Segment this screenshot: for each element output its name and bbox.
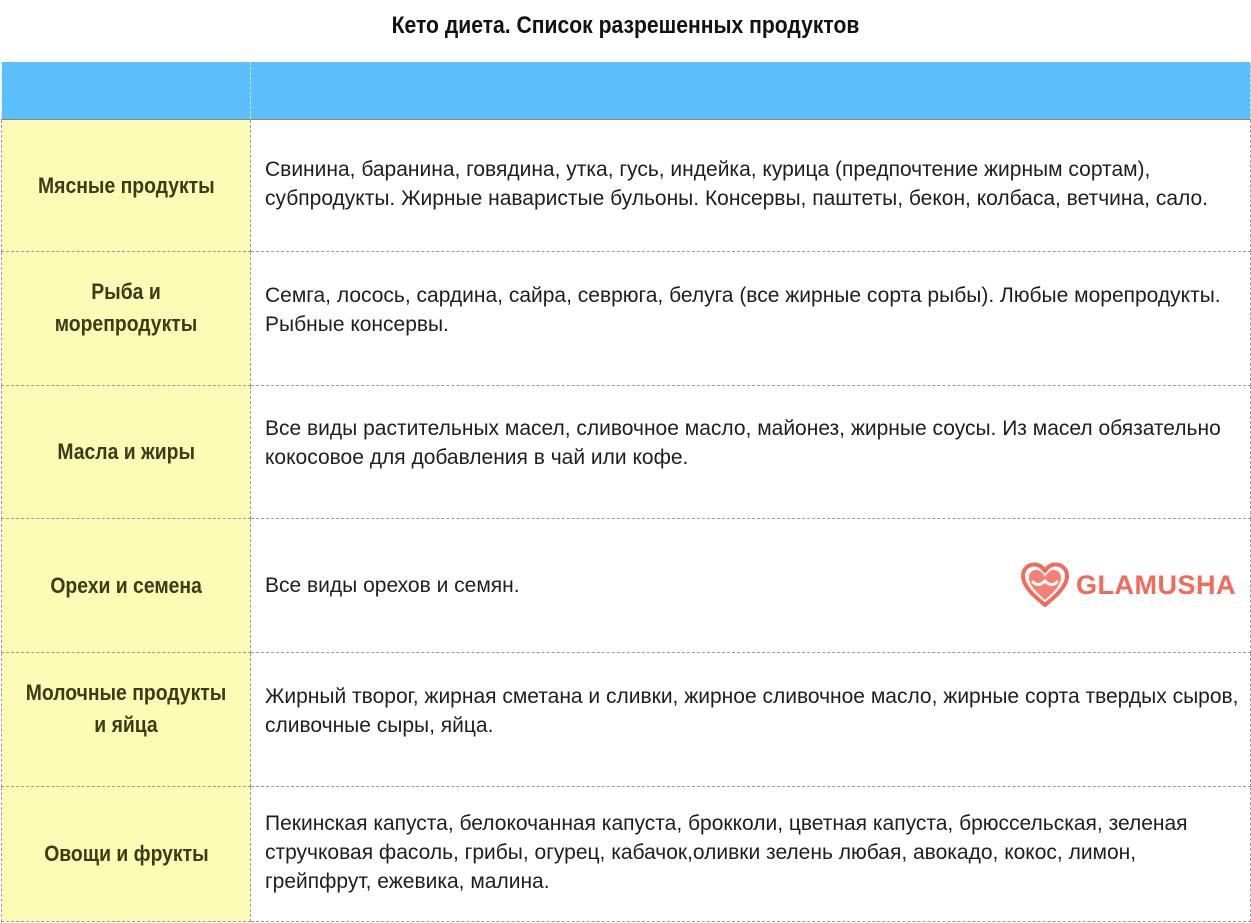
category-cell [2,386,251,519]
category-cell [2,787,251,922]
description-cell [251,653,1251,787]
table-row [2,653,1251,787]
table-row [2,787,1251,922]
category-label: Масла и жиры [57,439,195,464]
category-label: Молочные продукты и яйца [25,679,227,737]
glamusha-logo [1020,562,1236,608]
keto-products-table [1,62,1251,922]
description-text: Жирный творог, жирная сметана и сливки, жирное сливочное масло, жирные сорта твердых сыров, сливочные сыры, яйца. [265,684,1239,737]
category-cell [2,653,251,787]
category-label: Орехи и семена [50,572,202,598]
table-row [2,386,1251,519]
description-cell [251,386,1251,519]
page-title: Кето диета. Список разрешенных продуктов [391,12,860,39]
description-cell [251,120,1251,252]
category-cell [2,252,251,386]
description-text: Пекинская капуста, белокочанная капуста, брокколи, цветная капуста, брюссельская, зеленая стручковая фасоль, грибы, огурец, кабачок,оливки зелень любая, авокадо, кокос, лимон, грейпфрут, ежевика, малина. [265,811,1188,893]
category-label: Мясные продукты [37,172,215,198]
description-cell [251,787,1251,922]
logo-text: GLAMUSHA [1076,569,1236,600]
description-text: Все виды орехов и семян. [265,574,520,597]
table-header-row [2,62,1251,120]
category-cell [2,519,251,653]
description-text: Семга, лосось, сардина, сайра, севрюга, белуга (все жирные сорта рыбы). Любые морепродукты. Рыбные консервы. [265,283,1221,336]
header-cell-category [2,62,251,120]
description-text: Все виды растительных масел, сливочное масло, майонез, жирные соусы. Из масел обязательно кокосовое для добавления в чай или кофе. [265,417,1221,469]
category-label: Овощи и фрукты [43,841,209,866]
header-cell-description [251,62,1251,120]
category-label: Рыба и морепродукты [54,278,198,336]
table-row [2,519,1251,653]
table-row [2,252,1251,386]
table-row [2,120,1251,252]
category-cell [2,120,251,252]
description-text: Свинина, баранина, говядина, утка, гусь, индейка, курица (предпочтение жирным сортам), субпродукты. Жирные наваристые бульоны. Консервы, паштеты, бекон, колбаса, ветчина, сало. [265,157,1209,210]
description-cell [251,252,1251,386]
description-cell [251,519,1251,653]
heart-icon [1020,562,1070,608]
